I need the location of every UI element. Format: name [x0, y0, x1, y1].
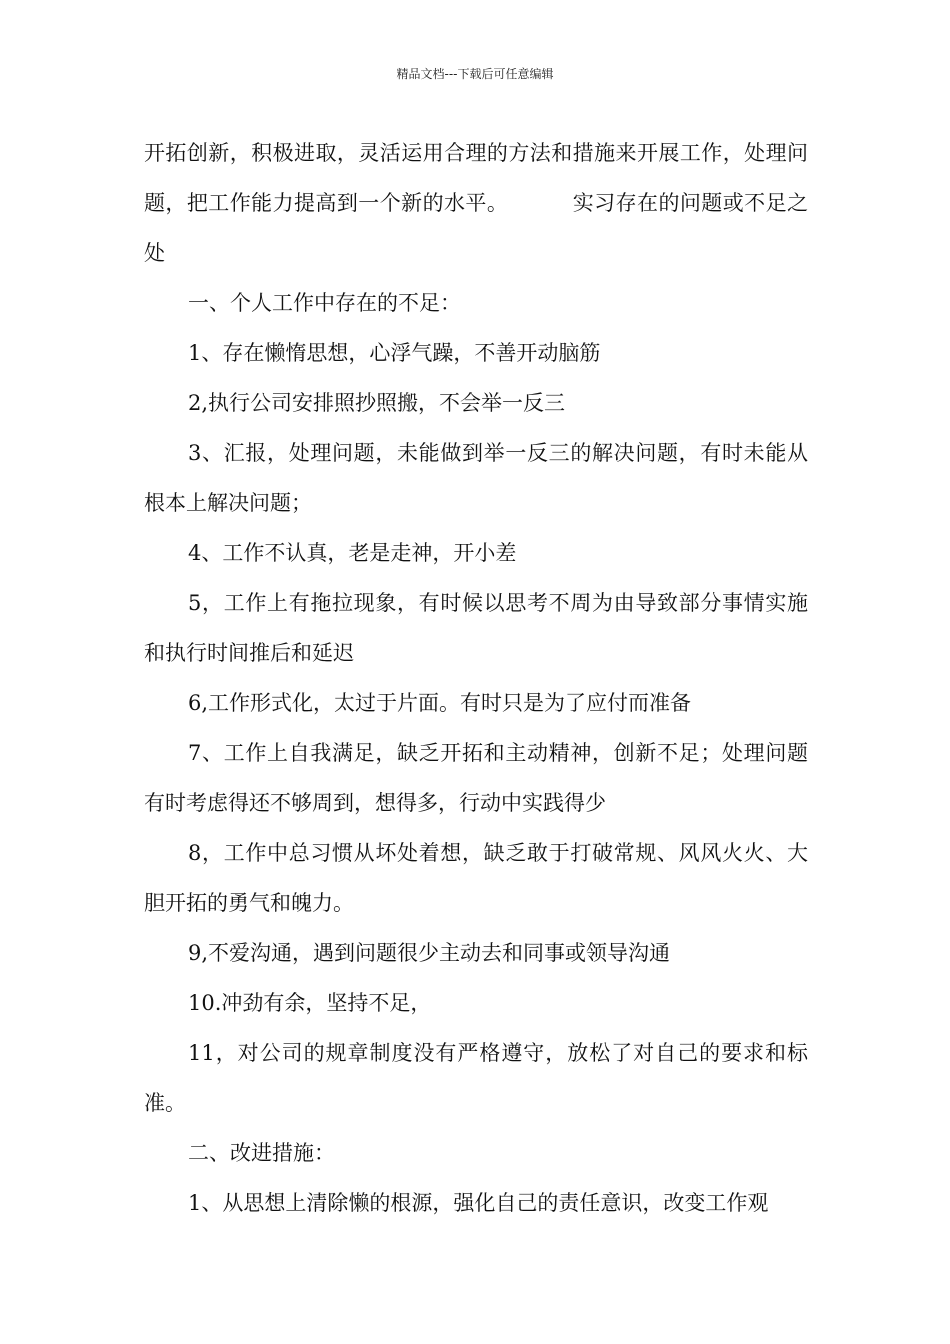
paragraph-text: 开拓创新，积极进取，灵活运用合理的方法和措施来开展工作，处理问题，把工作能力提高到一个新的水平。 — [144, 141, 808, 215]
list-item: 7、工作上自我满足，缺乏开拓和主动精神，创新不足；处理问题有时考虑得还不够周到，想得多，行动中实践得少 — [144, 741, 808, 815]
section-heading: 二、改进措施： — [188, 1141, 335, 1165]
list-item: 1、从思想上清除懒的根源，强化自己的责任意识，改变工作观 — [188, 1191, 769, 1215]
list-item: 3、汇报，处理问题，未能做到举一反三的解决问题，有时未能从根本上解决问题； — [144, 441, 808, 515]
list-item: 8，工作中总习惯从坏处着想，缺乏敢于打破常规、风风火火、大胆开拓的勇气和魄力。 — [144, 841, 808, 915]
section-heading: 一、个人工作中存在的不足： — [188, 291, 461, 315]
document-body — [144, 128, 808, 1228]
list-item: 2,执行公司安排照抄照搬，不会举一反三 — [188, 391, 566, 415]
list-item: 9,不爱沟通，遇到问题很少主动去和同事或领导沟通 — [188, 941, 671, 965]
list-item: 11，对公司的规章制度没有严格遵守，放松了对自己的要求和标准。 — [144, 1041, 808, 1115]
list-item: 1、存在懒惰思想，心浮气躁，不善开动脑筋 — [188, 341, 601, 365]
paragraph-opening — [144, 128, 808, 278]
list-item: 4、工作不认真，老是走神，开小差 — [188, 541, 517, 565]
list-item: 5，工作上有拖拉现象，有时候以思考不周为由导致部分事情实施和执行时间推后和延迟 — [144, 591, 808, 665]
section-heading-problems: 实习存在的问题或不足之处 — [144, 191, 809, 265]
page-header: 精品文档---下载后可任意编辑 — [396, 67, 554, 81]
list-item: 6,工作形式化，太过于片面。有时只是为了应付而准备 — [188, 691, 692, 715]
list-item: 10.冲劲有余，坚持不足， — [188, 991, 432, 1015]
